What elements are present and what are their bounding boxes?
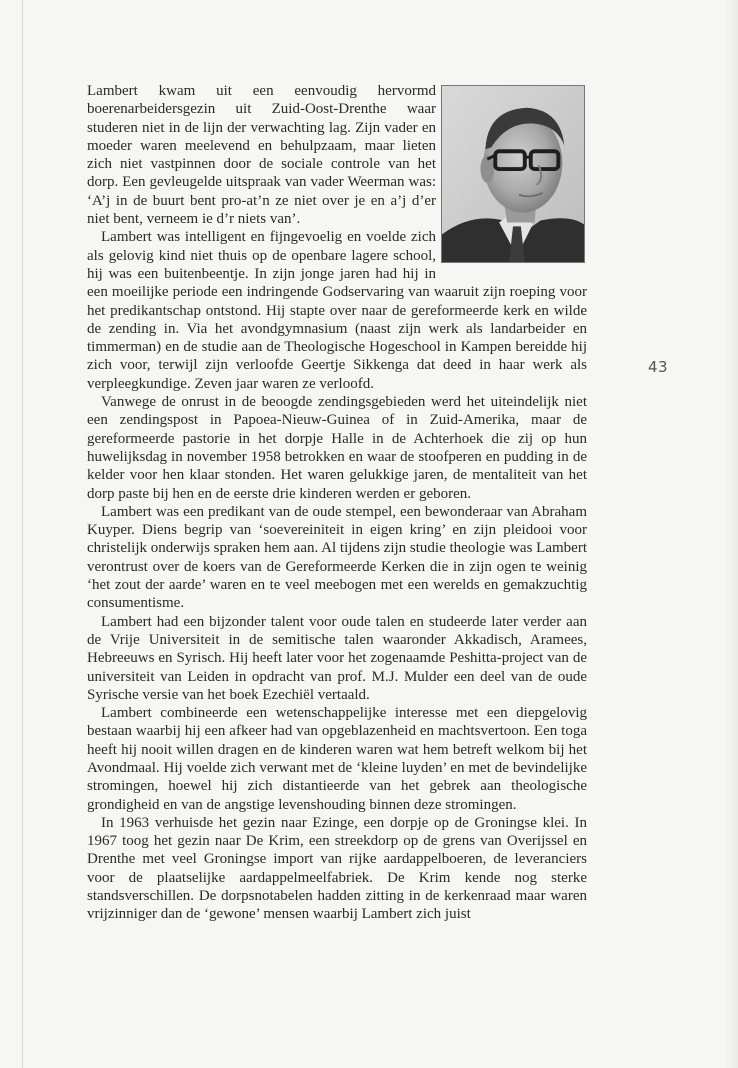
paragraph-4: Lambert was een predikant van de oude stempel, een bewonderaar van Abraham Kuyper. Diens begrip van ‘soevereiniteit in eigen kring’ en zijn pleidooi voor christelijk onderwijs spraken hem aan. Al tijdens zijn studie theologie was Lambert verontrust over de koers van de Gereformeerde Kerken die in zijn ogen te weinig ‘het zout der aarde’ waren en te veel meebogen met een werelds en gemakzuchtig consumentisme. (87, 503, 587, 612)
page-edge-shadow (724, 0, 738, 1068)
paragraph-6: Lambert combineerde een wetenschappelijke interesse met een diepgelovig bestaan waarbij hij een afkeer had van opgeblazenheid en machtsvertoon. Een toga heeft hij nooit willen dragen en de kinderen waren wat hem betreft welkom bij het Avondmaal. Hij voelde zich verwant met de ‘kleine luyden’ en met de bevindelijke stromingen, hoewel hij zich distantieerde van het gebrek aan theologische grondigheid en van de angstige levenshouding binnen deze stromingen. (87, 705, 587, 813)
paragraph-7: In 1963 verhuisde het gezin naar Ezinge, een dorpje op de Groningse klei. In 1967 toog het gezin naar De Krim, een streekdorp op de grens van Overijssel en Drenthe met veel Groningse import van rijke aardappelboeren, de leveranciers voor de plaatselijke aardappelmeelfabriek. De Krim kende nog sterke standsverschillen. De dorpsnotabelen hadden zitting in de kerkenraad maar waren vrijzinniger dan de ‘gewone’ mensen waarbij Lambert zich juist (87, 814, 587, 923)
paragraph-1: Lambert kwam uit een eenvoudig hervormd boerenarbeidersgezin uit Zuid-Oost-Drenthe waar studeren niet in de lijn der verwachting lag. Zijn vader en moeder waren meelevend en behulpzaam, maar lieten zich niet vastpinnen door de sociale controle van het dorp. Een gevleugelde uitspraak van vader Weerman was: ‘A’j in de buurt bent pro-at’n ze niet over je en a’j d’er niet bent, verneem ie d’r niets van’. (87, 83, 436, 228)
page-number: 43 (648, 358, 669, 376)
paragraph-2: Lambert was intelligent en fijngevoelig en voelde zich als gelovig kind niet thuis op de openbare lagere school, hij was een buitenbeentje. In zijn jonge jaren had hij in een moeilijke periode een indringende Godservaring van waaruit zijn roeping voor het predikantschap ontstond. Hij stapte over naar de gereformeerde kerk en wilde de zending in. Via het avondgymnasium (naast zijn werk als landarbeider en timmerman) en de studie aan de Theologische Hogeschool in Kampen bereidde hij zich voor, terwijl zijn verloofde Geertje Sikkenga dat deed in haar werk als verpleegkundige. Zeven jaar waren ze verloofd. (87, 229, 587, 392)
paragraph-3: Vanwege de onrust in de beoogde zendingsgebieden werd het uiteindelijk niet een zendingspost in Papoea-Nieuw-Guinea of in Zuid-Amerika, maar de gereformeerde pastorie in het dorpje Halle in de Achterhoek die zij op hun huwelijksdag in november 1958 betrokken en waar de stoofperen en pudding in de kelder voor hen klaar stonden. Het waren gelukkige jaren, de mentaliteit van het dorp paste bij hen en de eerste drie kinderen werden er geboren. (87, 394, 587, 502)
paragraph-5: Lambert had een bijzonder talent voor oude talen en studeerde later verder aan de Vrije Universiteit in de semitische talen waaronder Akkadisch, Aramees, Hebreeuws en Syrisch. Hij heeft later voor het zogenaamde Peshitta-project van de universiteit van Leiden in opdracht van prof. M.J. Mulder een deel van de oude Syrische versie van het boek Ezechiël vertaald. (87, 613, 587, 703)
page-spine-line (22, 0, 23, 1068)
body-text (87, 82, 587, 924)
photo-float-spacer (436, 82, 587, 269)
